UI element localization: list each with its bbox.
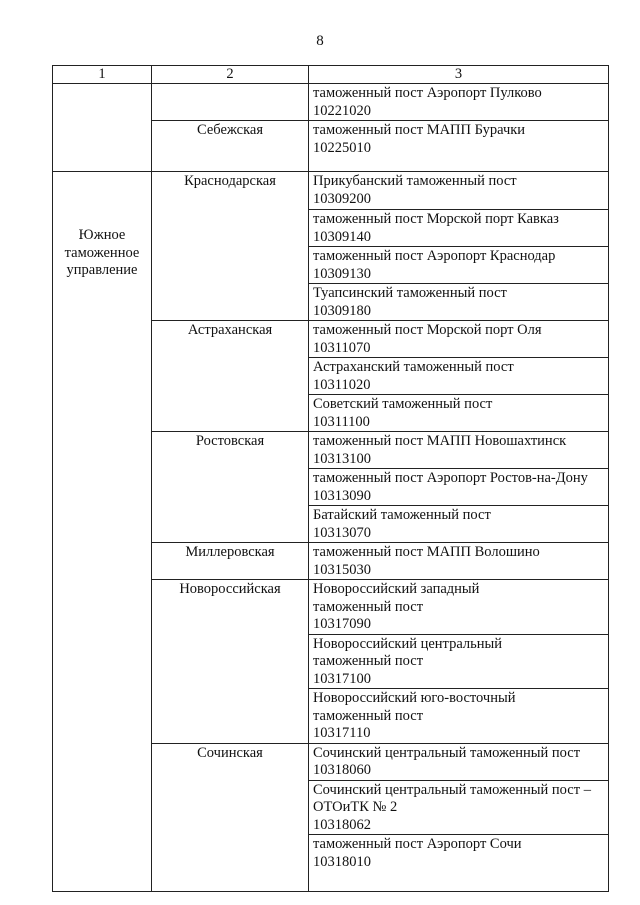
- customs-post-code: 10309200: [313, 190, 371, 207]
- customs-posts-table: [52, 65, 609, 892]
- customs-post-cell: [309, 172, 609, 210]
- customs-post-code: 10225010: [313, 139, 371, 156]
- administration-name-line: управление: [66, 262, 138, 278]
- customs-post-name: ОТОиТК № 2: [313, 799, 398, 815]
- table-header-row: [53, 66, 609, 84]
- customs-post-name: Туапсинский таможенный пост: [313, 285, 507, 301]
- customs-post-code: 10309180: [313, 302, 371, 319]
- customs-post-cell: [309, 432, 609, 469]
- customs-post-name: Советский таможенный пост: [313, 396, 493, 412]
- customs-post-code: 10317100: [313, 670, 371, 687]
- customs-post-name: таможенный пост МАПП Волошино: [313, 544, 540, 560]
- customs-post-name: таможенный пост МАПП Бурачки: [313, 122, 526, 138]
- customs-office-cell: Себежская: [152, 121, 309, 172]
- customs-post-code: 10313070: [313, 524, 371, 541]
- customs-post-cell: [309, 284, 609, 321]
- customs-post-name: Батайский таможенный пост: [313, 507, 491, 523]
- customs-post-name: таможенный пост: [313, 653, 424, 669]
- customs-post-name: Сочинский центральный таможенный пост: [313, 744, 581, 761]
- table-row: [53, 172, 609, 210]
- customs-post-name: таможенный пост Аэропорт Ростов-на-Дону: [313, 470, 588, 486]
- column-header-2: 2: [152, 66, 309, 84]
- customs-post-cell: [309, 358, 609, 395]
- customs-post-name: Новороссийский юго-восточный: [313, 690, 516, 706]
- customs-office-cell: Астраханская: [152, 321, 309, 432]
- column-header-3: 3: [309, 66, 609, 84]
- customs-post-name: таможенный пост: [313, 707, 424, 724]
- customs-post-code: 10318062: [313, 816, 371, 833]
- customs-post-name: таможенный пост МАПП Новошахтинск: [313, 433, 567, 449]
- customs-office-cell: Краснодарская: [152, 172, 309, 321]
- customs-post-code: 10318010: [313, 853, 371, 870]
- administration-name-line: Южное: [78, 227, 126, 243]
- customs-post-cell: [309, 634, 609, 689]
- customs-post-code: 10313090: [313, 487, 371, 504]
- column-header-1: 1: [53, 66, 152, 84]
- customs-post-code: 10313100: [313, 450, 371, 467]
- page-number: 8: [316, 33, 324, 49]
- customs-post-name: таможенный пост Морской порт Оля: [313, 322, 542, 338]
- customs-post-cell: [309, 543, 609, 580]
- customs-post-code: 10311020: [313, 376, 371, 393]
- customs-post-cell: [309, 395, 609, 432]
- customs-post-code: 10317090: [313, 616, 371, 632]
- customs-office-cell: [152, 84, 309, 121]
- customs-post-code: 10221020: [313, 102, 371, 119]
- customs-post-name: таможенный пост Морской порт Кавказ: [313, 211, 559, 227]
- customs-post-code: 10309130: [313, 265, 371, 282]
- customs-post-code: 10318060: [313, 762, 371, 778]
- customs-post-name: Прикубанский таможенный пост: [313, 173, 517, 189]
- customs-post-code: 10309140: [313, 228, 371, 245]
- customs-post-cell: [309, 835, 609, 892]
- customs-post-cell: [309, 580, 609, 635]
- customs-office-cell: Новороссийская: [152, 580, 309, 744]
- customs-administration-cell: [53, 84, 152, 172]
- customs-post-cell: [309, 689, 609, 744]
- customs-post-name: Астраханский таможенный пост: [313, 359, 514, 375]
- customs-post-cell: [309, 121, 609, 172]
- customs-office-cell: Сочинская: [152, 743, 309, 892]
- customs-post-cell: [309, 247, 609, 284]
- customs-post-cell: [309, 469, 609, 506]
- customs-post-name: Сочинский центральный таможенный пост –: [313, 781, 591, 798]
- customs-post-name: таможенный пост Аэропорт Пулково: [313, 85, 542, 101]
- customs-post-name: Новороссийский центральный: [313, 635, 502, 652]
- customs-post-cell: [309, 506, 609, 543]
- administration-name-line: таможенное: [64, 244, 140, 261]
- customs-office-cell: Миллеровская: [152, 543, 309, 580]
- customs-post-code: 10311100: [313, 413, 370, 430]
- table-row: [53, 84, 609, 121]
- customs-post-name: таможенный пост Аэропорт Сочи: [313, 836, 522, 852]
- customs-post-cell: [309, 743, 609, 780]
- customs-post-code: 10311070: [313, 339, 371, 356]
- customs-post-name: таможенный пост: [313, 598, 424, 615]
- customs-post-cell: [309, 321, 609, 358]
- customs-post-cell: [309, 84, 609, 121]
- customs-office-cell: Ростовская: [152, 432, 309, 543]
- customs-post-cell: [309, 780, 609, 835]
- customs-post-code: 10317110: [313, 725, 371, 741]
- customs-post-name: таможенный пост Аэропорт Краснодар: [313, 248, 556, 264]
- customs-administration-cell: [53, 172, 152, 892]
- customs-post-cell: [309, 210, 609, 247]
- customs-post-name: Новороссийский западный: [313, 581, 480, 597]
- customs-post-code: 10315030: [313, 561, 371, 578]
